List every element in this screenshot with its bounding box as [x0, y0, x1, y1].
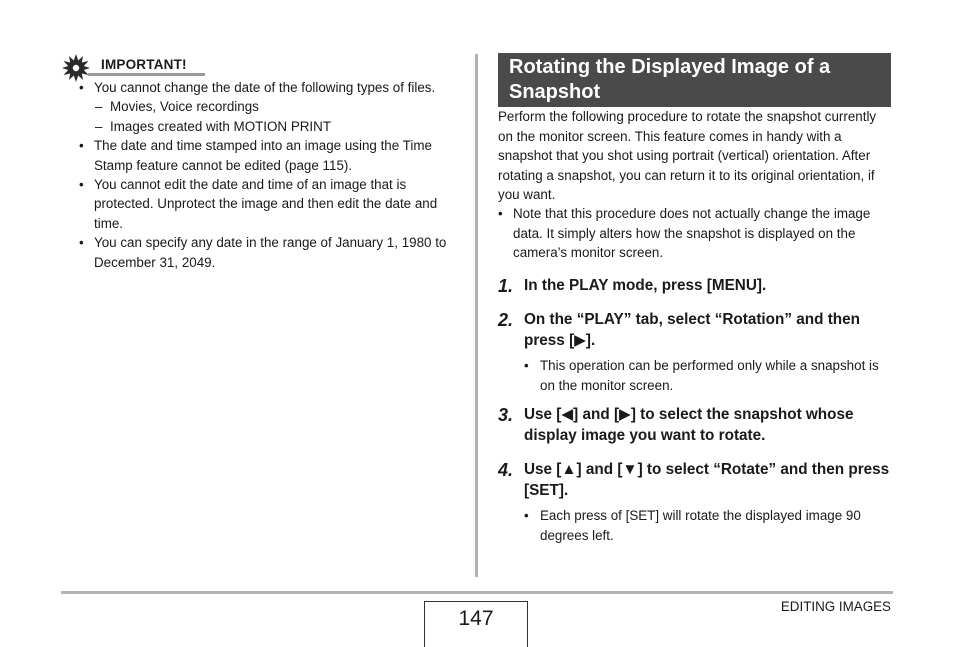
list-item: • Note that this procedure does not actually change the image data. It simply alters how the snapshot is displayed on the camera’s monitor screen. [498, 206, 871, 260]
step-1 [498, 276, 893, 297]
list-item: • You can specify any date in the range of January 1, 1980 to December 31, 2049. [79, 235, 447, 270]
step-number: 2. [498, 310, 514, 330]
step-text: Use [▲] and [▼] to select “Rotate” and then press [SET]. [524, 461, 890, 499]
step-number: 3. [498, 405, 514, 425]
column-divider [475, 54, 478, 577]
list-subitem: – Movies, Voice recordings [95, 99, 259, 115]
chapter-name: EDITING IMAGES [780, 599, 891, 614]
list-subitem: – Images created with MOTION PRINT [95, 118, 331, 134]
list-item: • You cannot edit the date and time of an image that is protected. Unprotect the image and then edit the date and time. [79, 177, 438, 231]
note [498, 204, 893, 263]
important-list [79, 78, 464, 272]
step-2 [498, 310, 893, 395]
footer-rule [61, 591, 893, 594]
page-number: 147 [458, 607, 494, 630]
step-number: 4. [498, 460, 514, 480]
step-text: On the “PLAY” tab, select “Rotation” and then press [▶]. [524, 311, 861, 349]
step-4 [498, 460, 893, 545]
step-text: In the PLAY mode, press [MENU]. [524, 277, 767, 294]
important-underline [88, 73, 205, 76]
step-text: Use [◀] and [▶] to select the snapshot whose display image you want to rotate. [524, 406, 854, 444]
step-note: • Each press of [SET] will rotate the displayed image 90 degrees left. [524, 508, 861, 543]
important-heading: IMPORTANT! [101, 57, 187, 72]
section-title: Rotating the Displayed Image of a Snapshot [509, 56, 831, 103]
intro-paragraph: Perform the following procedure to rotate the snapshot currently on the monitor screen. This feature comes in handy with a snapshot that you shot using portrait (vertical) orientation. After rotating a snapshot, you can return it to its original orientation, if you want. [498, 109, 877, 202]
step-3 [498, 405, 893, 446]
list-item: • You cannot change the date of the following types of files. [79, 80, 436, 95]
step-note: • This operation can be performed only while a snapshot is on the monitor screen. [524, 358, 879, 393]
step-number: 1. [498, 276, 514, 296]
list-item: • The date and time stamped into an image using the Time Stamp feature cannot be edited (page 115). [79, 138, 432, 173]
